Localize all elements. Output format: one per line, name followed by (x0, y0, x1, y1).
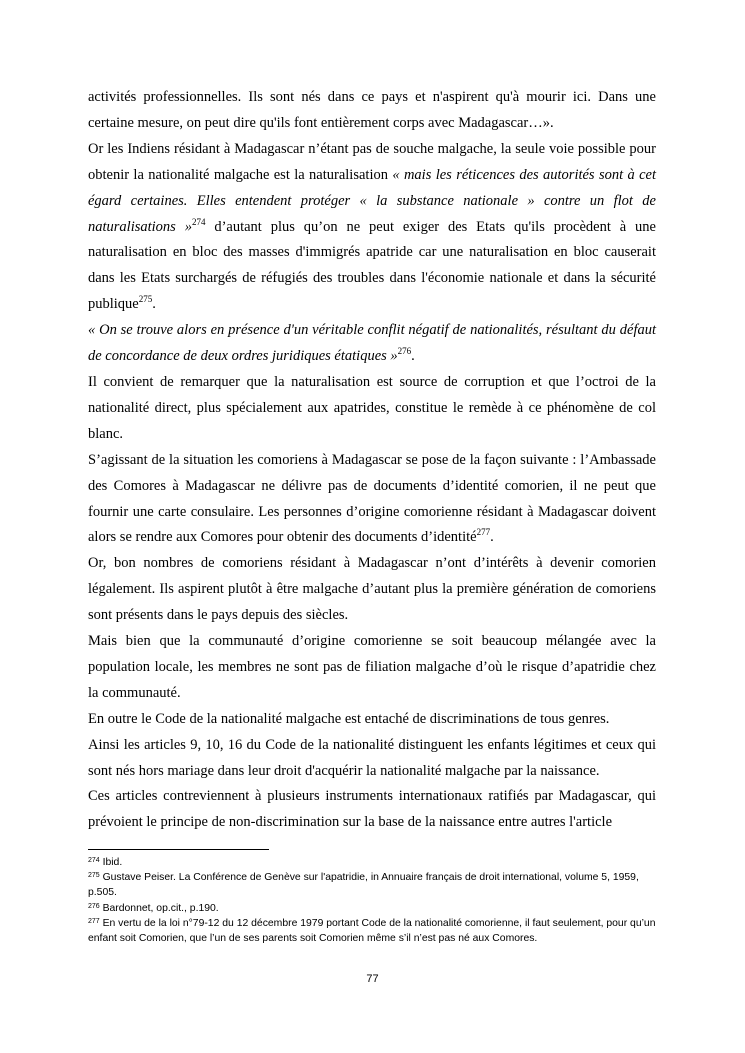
footnotes (88, 855, 656, 946)
footnote: $^{277}$ En vertu de la loi n°79-12 du 12 décembre 1979 portant Code de la nationalité comorienne, il faut seulement, pour qu’un enfant soit Comorien, que l’un de ses parents soit Comorien même s’il n’est pas né aux Comores. (88, 917, 656, 945)
footnote: $^{275}$ Gustave Peiser. La Conférence de Genève sur l'apatridie, in Annuaire français de droit international, volume 5, 1959, p.505. (88, 872, 639, 899)
footnote-ref: 276 (397, 346, 412, 357)
paragraph: Ces articles contreviennent à plusieurs instruments internationaux ratifiés par Madagascar, qui prévoient le principe de non-discrimination sur la base de la naissance entre autres l'article (88, 788, 656, 831)
page-number: 77 (366, 973, 379, 985)
paragraph: S’agissant de la situation les comoriens à Madagascar se pose de la façon suivante : l’Ambassade des Comores à Madagascar ne délivre pas de documents d’identité comorien, il ne peut que fournir une carte consulaire. Les personnes d’origine comorienne résidant à Madagascar doivent alors se rendre aux Comores pour obtenir des documents d’identité$^{277}$. (88, 451, 656, 546)
paragraph: Or, bon nombres de comoriens résidant à Madagascar n’ont d’intérêts à devenir comorien légalement. Ils aspirent plutôt à être malgache d’autant plus la première génération de comoriens sont présents dans le pays depuis des siècles. (88, 555, 656, 624)
footnote-number: 277 (88, 917, 100, 925)
quotation: « mais les réticences des autorités sont à cet égard certaines. Elles entendent protéger « la substance nationale » contre un flot de naturalisations » (88, 166, 656, 235)
paragraph: Or les Indiens résidant à Madagascar n’étant pas de souche malgache, la seule voie possible pour obtenir la nationalité malgache est la naturalisation « mais les réticences des autorités sont à cet égard certaines. Elles entendent protéger « la substance nationale » contre un flot de naturalisations »$^{274}$ d’autant plus qu’on ne peut exiger des Etats qu'ils procèdent à une naturalisation en bloc des masses d'immigrés apatride car une naturalisation en bloc causerait dans les Etats surchargés de réfugiés des troubles dans l'économie nationale et dans la sécurité publique$^{275}$. (88, 140, 656, 313)
footnote-separator (88, 849, 269, 850)
paragraph: « On se trouve alors en présence d'un véritable conflit négatif de nationalités, résultant du défaut de concordance de deux ordres juridiques étatiques »$^{276}$. (88, 322, 656, 365)
footnote-ref: 274 (191, 216, 206, 227)
paragraph: En outre le Code de la nationalité malgache est entaché de discriminations de tous genres. (88, 710, 610, 727)
footnote-number: 276 (88, 902, 100, 910)
footnote-ref: 275 (138, 294, 153, 305)
footnote-ref: 277 (476, 527, 491, 538)
body-text (88, 85, 656, 836)
footnote-number: 275 (88, 872, 100, 880)
footnote: $^{274}$ Ibid. (88, 857, 123, 868)
paragraph: Il convient de remarquer que la naturalisation est source de corruption et que l’octroi de la nationalité direct, plus spécialement aux apatrides, constitue le remède à ce phénomène de col blanc. (88, 373, 656, 442)
paragraph: activités professionnelles. Ils sont nés dans ce pays et n'aspirent qu'à mourir ici. Dans une certaine mesure, on peut dire qu'ils font entièrement corps avec Madagascar…». (88, 89, 656, 131)
footnote: $^{276}$ Bardonnet, op.cit., p.190. (88, 902, 219, 914)
paragraph: Ainsi les articles 9, 10, 16 du Code de la nationalité distinguent les enfants légitimes et ceux qui sont nés hors mariage dans leur droit d'acquérir la nationalité malgache par la naissance. (88, 736, 656, 779)
quotation: « On se trouve alors en présence d'un véritable conflit négatif de nationalités, résultant du défaut de concordance de deux ordres juridiques étatiques » (88, 322, 656, 365)
footnote-number: 274 (88, 857, 100, 864)
paragraph: Mais bien que la communauté d’origine comorienne se soit beaucoup mélangée avec la population locale, les membres ne sont pas de filiation malgache d’où le risque d’apatridie chez la communauté. (88, 633, 656, 701)
